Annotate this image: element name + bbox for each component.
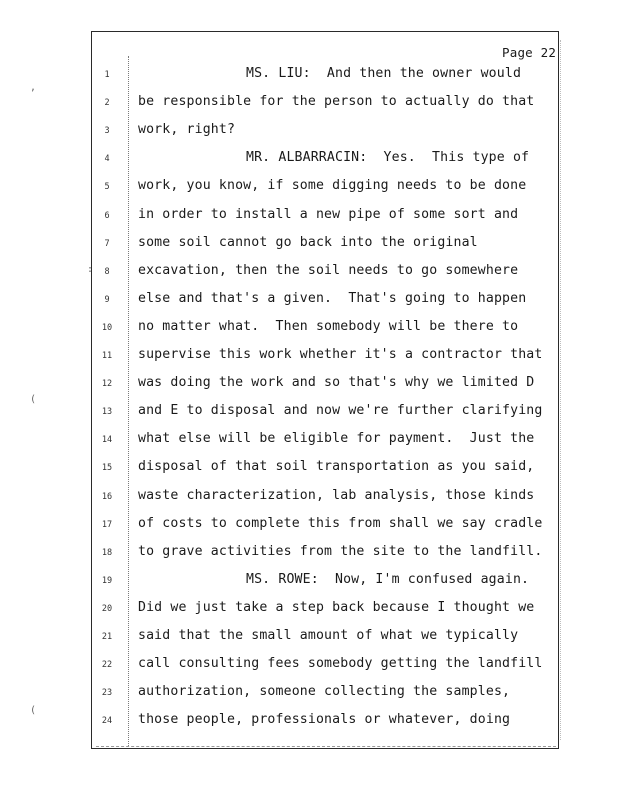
line-number: 11 — [101, 351, 113, 361]
line-text: of costs to complete this from shall we say cradle — [138, 515, 543, 531]
line-number: 23 — [101, 688, 113, 699]
line-text: what else will be eligible for payment. Just the — [138, 431, 535, 447]
line-number: 9 — [104, 294, 110, 305]
line-number: 1 — [104, 70, 110, 80]
line-text: excavation, then the soil needs to go somewhere — [138, 262, 519, 278]
line-number: 4 — [104, 154, 110, 165]
line-text: to grave activities from the site to the landfill. — [138, 543, 543, 559]
line-number: 21 — [101, 632, 113, 642]
transcript-line — [0, 431, 618, 451]
transcript-line — [0, 235, 618, 255]
transcript-line — [0, 572, 618, 592]
line-text: MS. ROWE: Now, I'm confused again. — [246, 571, 530, 587]
line-text: MS. LIU: And then the owner would — [246, 66, 522, 81]
line-number: 20 — [101, 603, 113, 614]
transcript-line — [0, 684, 618, 704]
line-number: 6 — [104, 210, 110, 221]
line-number: 14 — [101, 435, 113, 446]
line-text: authorization, someone collecting the samples, — [138, 684, 511, 700]
line-number: 18 — [101, 547, 113, 558]
line-text: and E to disposal and now we're further clarifying — [138, 403, 543, 419]
transcript-line — [0, 516, 618, 536]
transcript-line — [0, 263, 618, 283]
line-text: Did we just take a step back because I thought we — [138, 599, 535, 615]
transcript-line — [0, 403, 618, 423]
transcript-line — [0, 656, 618, 676]
line-number: 3 — [104, 126, 110, 137]
line-text: some soil cannot go back into the original — [138, 234, 478, 250]
line-text: call consulting fees somebody getting the landfill — [138, 656, 543, 672]
transcript-line — [0, 488, 618, 508]
transcript-line — [0, 178, 618, 198]
line-number: 13 — [101, 407, 113, 418]
transcript-line — [0, 375, 618, 395]
line-number: 15 — [101, 463, 113, 474]
line-text: work, right? — [138, 122, 236, 138]
scan-speck: , — [30, 82, 37, 93]
line-text: supervise this work whether it's a contractor that — [138, 347, 543, 362]
line-text: was doing the work and so that's why we limited D — [138, 375, 535, 391]
line-text: those people, professionals or whatever, doing — [138, 712, 511, 728]
line-number: 8 — [104, 266, 110, 277]
transcript-line — [0, 459, 618, 479]
line-number: 5 — [104, 182, 110, 193]
scan-speck: ( — [30, 705, 37, 716]
transcript-line — [0, 94, 618, 114]
transcript-line — [0, 150, 618, 170]
transcript-line — [0, 347, 618, 367]
line-number: 19 — [101, 575, 113, 586]
line-text: disposal of that soil transportation as you said, — [138, 459, 535, 475]
line-number: 16 — [101, 491, 113, 502]
line-text: else and that's a given. That's going to happen — [138, 290, 527, 306]
transcript-line — [0, 628, 618, 648]
transcript-line — [0, 122, 618, 142]
transcript-line — [0, 600, 618, 620]
transcript-line — [0, 712, 618, 732]
line-text: be responsible for the person to actually do that — [138, 94, 535, 110]
line-text: in order to install a new pipe of some sort and — [138, 206, 519, 222]
line-number: 10 — [101, 322, 113, 333]
line-number: 12 — [101, 379, 113, 390]
line-number: 7 — [104, 238, 110, 249]
line-text: work, you know, if some digging needs to be done — [138, 178, 527, 194]
transcript-line — [0, 319, 618, 339]
transcript-line — [0, 544, 618, 564]
line-text: said that the small amount of what we typically — [138, 628, 519, 643]
line-text: no matter what. Then somebody will be there to — [138, 318, 519, 334]
scan-speck: : — [87, 264, 94, 275]
transcript-line — [0, 207, 618, 227]
line-number: 2 — [104, 98, 110, 109]
line-number: 17 — [101, 519, 113, 530]
line-text: waste characterization, lab analysis, those kinds — [138, 487, 535, 503]
bottom-scan-noise — [96, 746, 556, 747]
line-text: MR. ALBARRACIN: Yes. This type of — [246, 150, 530, 166]
transcript-line — [0, 66, 618, 86]
scan-speck: ( — [30, 394, 37, 405]
line-number: 22 — [101, 660, 113, 671]
transcript-line — [0, 291, 618, 311]
line-number: 24 — [101, 716, 113, 727]
page-number: Page 22 — [502, 45, 557, 60]
